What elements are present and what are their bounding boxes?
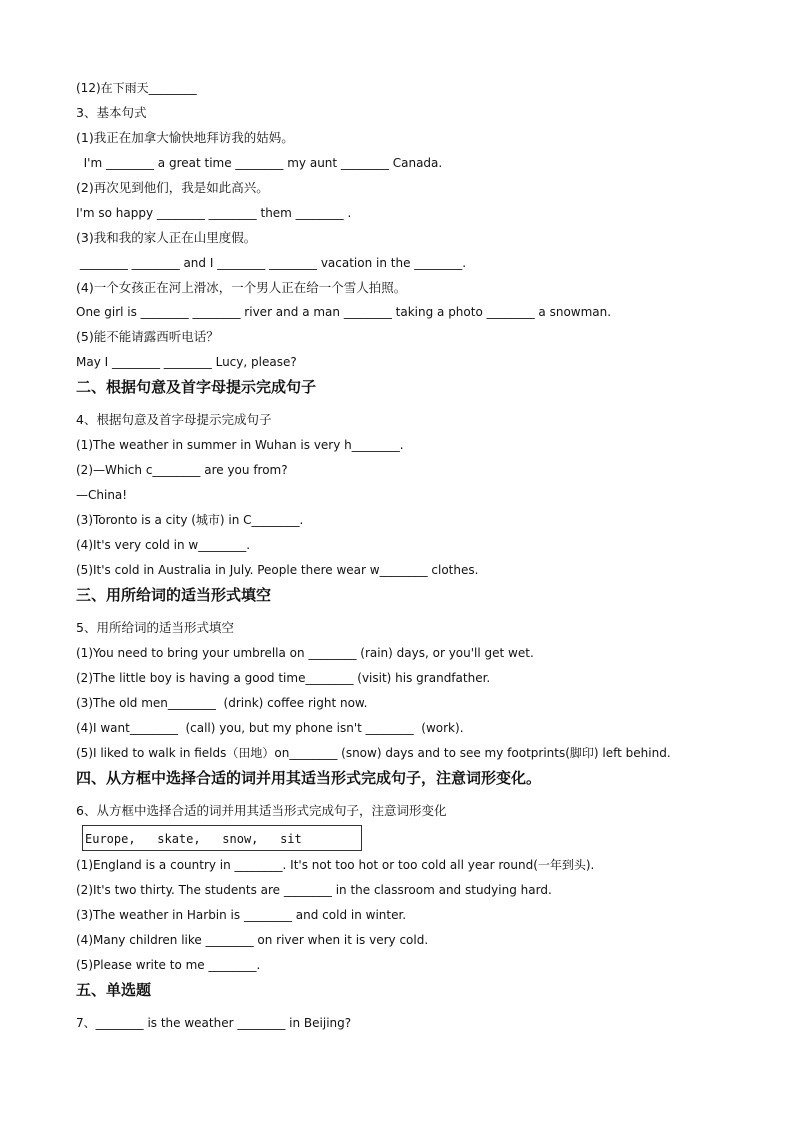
line-2: 3、基本句式 [76,105,147,120]
line-31: (2)It's two thirty. The students are ________ in the classroom and studying hard. [76,883,552,897]
line-17: —China! [76,488,128,502]
line-19: (4)It's very cold in w________. [76,538,251,552]
line-10: One girl is ________ ________ river and a man ________ taking a photo ________ a snowman. [76,305,612,319]
word-box [82,825,362,851]
line-6: I'm so happy ________ ________ them ________ . [76,206,352,220]
line-1: (12)在下雨天________ [76,81,197,95]
line-29: 6、从方框中选择合适的词并用其适当形式完成句子，注意词形变化 [76,803,447,818]
section-heading-4: 四、从方框中选择合适的词并用其适当形式完成句子，注意词形变化。 [76,769,542,787]
line-34: (5)Please write to me ________. [76,958,261,972]
line-26: (4)I want________ (call) you, but my phone isn't ________ (work). [76,721,464,735]
word-box-words: Europe, skate, snow, sit [85,832,302,846]
line-25: (3)The old men________ (drink) coffee right now. [76,696,368,710]
line-16: (2)—Which c________ are you from? [76,463,288,477]
line-18: (3)Toronto is a city (城市) in C________. [76,513,304,527]
line-14: 4、根据句意及首字母提示完成句子 [76,412,272,427]
line-8: ________ ________ and I ________ ________ vacation in the ________. [76,256,467,270]
line-23: (1)You need to bring your umbrella on ________ (rain) days, or you'll get wet. [76,646,534,660]
section-heading-2: 二、根据句意及首字母提示完成句子 [76,378,317,396]
line-15: (1)The weather in summer in Wuhan is very h________. [76,438,404,452]
line-22: 5、用所给词的适当形式填空 [76,620,234,635]
line-11: (5)能不能请露西听电话？ [76,329,219,344]
line-27: (5)I liked to walk in fields（田地）on________ (snow) days and to see my footprints(脚印) left behind. [76,746,671,760]
line-4: I'm ________ a great time ________ my aunt ________ Canada. [76,156,443,170]
line-33: (4)Many children like ________ on river when it is very cold. [76,933,429,947]
line-30: (1)England is a country in ________. It's not too hot or too cold all year round(一年到头). [76,858,595,872]
line-24: (2)The little boy is having a good time________ (visit) his grandfather. [76,671,491,685]
line-5: (2)再次见到他们，我是如此高兴。 [76,180,269,195]
line-36: 7、________ is the weather ________ in Beijing? [76,1016,352,1030]
line-3: (1)我正在加拿大愉快地拜访我的姑妈。 [76,130,294,145]
line-12: May I ________ ________ Lucy, please? [76,355,297,369]
line-20: (5)It's cold in Australia in July. People there wear w________ clothes. [76,563,479,577]
line-32: (3)The weather in Harbin is ________ and cold in winter. [76,908,407,922]
section-heading-3: 三、用所给词的适当形式填空 [76,586,272,604]
line-7: (3)我和我的家人正在山里度假。 [76,230,257,245]
section-heading-5: 五、单选题 [76,981,152,999]
line-9: (4)一个女孩正在河上滑冰，一个男人正在给一个雪人拍照。 [76,280,407,295]
